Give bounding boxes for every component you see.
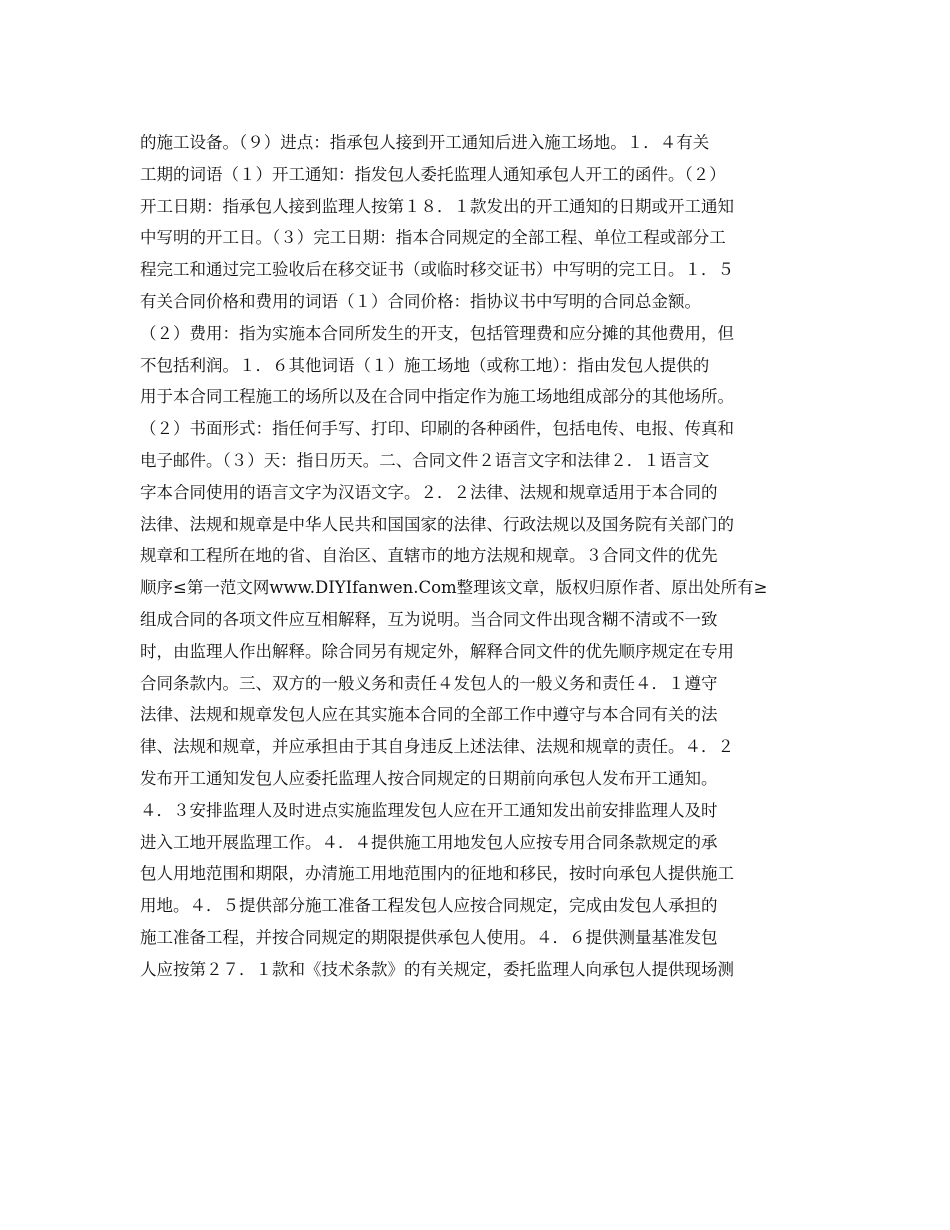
text-line: 法律、法规和规章发包人应在其实施本合同的全部工作中遵守与本合同有关的法 xyxy=(140,705,718,725)
text-line: 时，由监理人作出解释。除合同另有规定外，解释合同文件的优先顺序规定在专用 xyxy=(140,641,734,661)
text-line: 有关合同价格和费用的词语（１）合同价格：指协议书中写明的合同总金额。 xyxy=(140,291,701,311)
text-line: 法律、法规和规章是中华人民共和国国家的法律、行政法规以及国务院有关部门的 xyxy=(140,514,734,534)
text-line: 用地。４．５提供部分施工准备工程发包人应按合同规定，完成由发包人承担的 xyxy=(140,896,718,916)
text-line: 用于本合同工程施工的场所以及在合同中指定作为施工场地组成部分的其他场所。 xyxy=(140,387,734,407)
text-line: 开工日期：指承包人接到监理人按第１８．１款发出的开工通知的日期或开工通知 xyxy=(140,196,734,216)
text-line: 程完工和通过完工验收后在移交证书（或临时移交证书）中写明的完工日。１．５ xyxy=(140,260,734,280)
text-line: 工期的词语（１）开工通知：指发包人委托监理人通知承包人开工的函件。（２） xyxy=(140,164,726,184)
text-line: （２）书面形式：指任何手写、打印、印刷的各种函件，包括电传、电报、传真和 xyxy=(140,419,734,439)
text-line: 规章和工程所在地的省、自治区、直辖市的地方法规和规章。３合同文件的优先 xyxy=(140,546,718,566)
text-line: 组成合同的各项文件应互相解释，互为说明。当合同文件出现含糊不清或不一致 xyxy=(140,609,718,629)
text-line: 顺序≤第一范文网www.DIYIfanwen.Com整理该文章，版权归原作者、原出处所有≥ xyxy=(140,578,768,598)
text-line: 的施工设备。（９）进点：指承包人接到开工通知后进入施工场地。１．４有关 xyxy=(140,133,710,152)
text-line: 电子邮件。（３）天：指日历天。二、合同文件２语言文字和法律２．１语言文 xyxy=(140,450,710,470)
text-line: 包人用地范围和期限，办清施工用地范围内的征地和移民，按时向承包人提供施工 xyxy=(140,864,734,884)
text-line: 进入工地开展监理工作。４．４提供施工用地发包人应按专用合同条款规定的承 xyxy=(140,832,718,852)
text-line: 不包括利润。１．６其他词语（１）施工场地（或称工地）：指由发包人提供的 xyxy=(140,355,710,375)
text-line: 字本合同使用的语言文字为汉语文字。２．２法律、法规和规章适用于本合同的 xyxy=(140,482,718,502)
text-line: （２）费用：指为实施本合同所发生的开支，包括管理费和应分摊的其他费用，但 xyxy=(140,323,734,343)
text-line: 发布开工通知发包人应委托监理人按合同规定的日期前向承包人发布开工通知。 xyxy=(140,768,718,788)
text-line: 合同条款内。三、双方的一般义务和责任４发包人的一般义务和责任４．１遵守 xyxy=(140,673,718,693)
text-line: 律、法规和规章，并应承担由于其自身违反上述法律、法规和规章的责任。４．２ xyxy=(140,737,734,757)
text-line: 人应按第２７．１款和《技术条款》的有关规定，委托监理人向承包人提供现场测 xyxy=(140,959,734,979)
text-line: 施工准备工程，并按合同规定的期限提供承包人使用。４．６提供测量基准发包 xyxy=(140,927,718,947)
text-line: 中写明的开工日。（３）完工日期：指本合同规定的全部工程、单位工程或部分工 xyxy=(140,228,726,248)
body-text xyxy=(140,127,815,986)
text-line: ４．３安排监理人及时进点实施监理发包人应在开工通知发出前安排监理人及时 xyxy=(140,800,718,820)
